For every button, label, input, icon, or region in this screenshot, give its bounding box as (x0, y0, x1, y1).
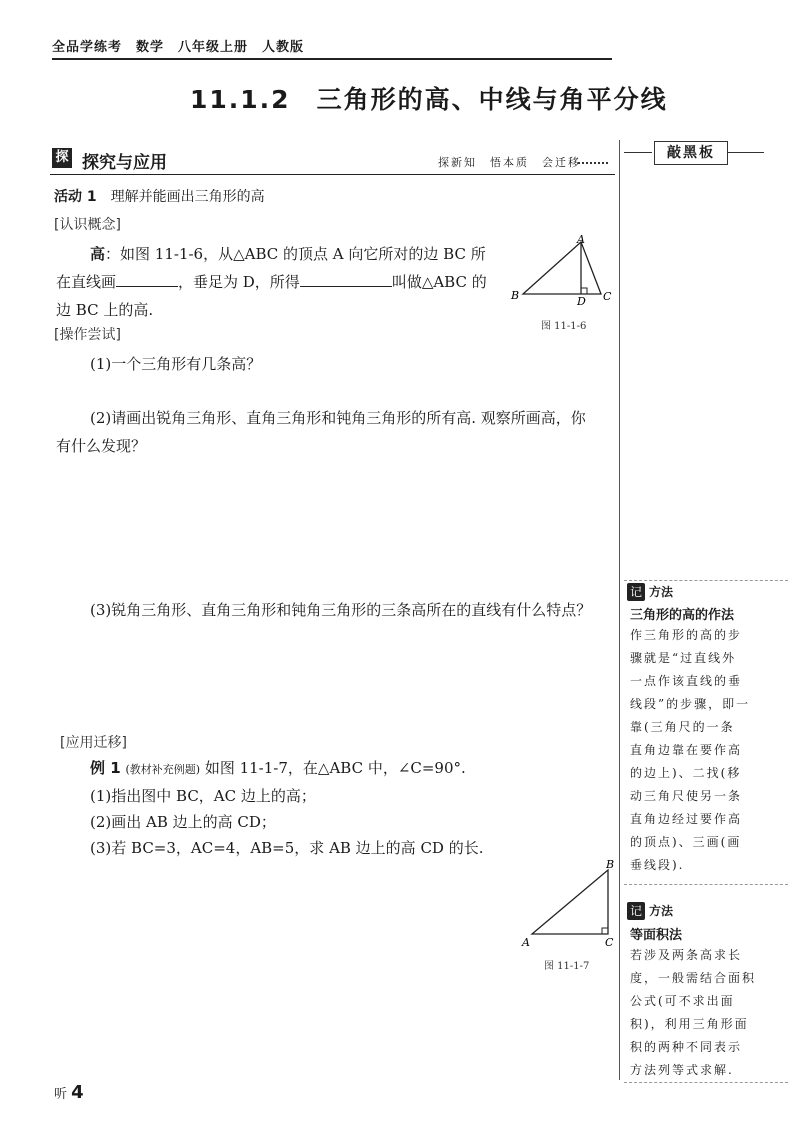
answer-blank-2[interactable] (300, 270, 392, 287)
apply-bracket: [应用迁移] (60, 735, 127, 751)
note-1-line: 直角边靠在要作高 (630, 743, 743, 757)
note-1-title: 三角形的高的作法 (630, 608, 735, 623)
note-1-kind: 方法 (649, 585, 674, 599)
board-label: 敲黑板 (654, 141, 728, 165)
concept-bracket: [认识概念] (54, 217, 121, 233)
right-triangle-abc (532, 870, 608, 934)
note-1-line: 垂线段). (630, 858, 685, 872)
page-prefix: 听 (54, 1087, 68, 1102)
note-1-line: 的边上)、二找(移 (630, 766, 742, 780)
note-2-line: 方法列等式求解. (630, 1063, 734, 1077)
header-divider (52, 58, 612, 60)
board-rule-left (624, 152, 652, 153)
column-divider (619, 140, 620, 1080)
note-1-line: 动三角尺使另一条 (630, 789, 743, 803)
right-angle-mark-c (602, 928, 608, 934)
section-header (50, 146, 615, 172)
book-header: 全品学练考 数学 八年级上册 人教版 (52, 40, 305, 55)
section-title: 探究与应用 (82, 153, 167, 173)
triangle-abc (523, 242, 601, 294)
note-2-title: 等面积法 (630, 928, 683, 943)
note-1-line: 作三角形的高的步 (630, 628, 743, 642)
note-icon: 记 (627, 902, 645, 920)
note-1-head (627, 581, 673, 601)
example-note: (教材补充例题) (125, 763, 201, 776)
note-1-line: 骤就是“过直线外 (630, 651, 737, 665)
concept-text-2a: 在直线画 (56, 273, 117, 291)
section-dots (578, 162, 608, 166)
fig2-label-c: C (605, 936, 614, 949)
concept-line-3: 边 BC 上的高. (56, 301, 154, 319)
note-1-line: 线段”的步骤，即一 (630, 697, 751, 711)
chapter-title (190, 80, 668, 116)
example-sub-2: (2)画出 AB 边上的高 CD； (90, 813, 276, 831)
note-2-line: 积)，利用三角形面 (630, 1017, 749, 1031)
concept-term: 高 (90, 245, 106, 263)
section-divider (50, 174, 615, 175)
note-2-line: 度，一般需结合面积 (630, 971, 757, 985)
note-2-line: 积的两种不同表示 (630, 1040, 743, 1054)
note-1-line: 直角边经过要作高 (630, 812, 743, 826)
concept-text-2b: ，垂足为 D，所得 (178, 273, 300, 291)
note-1-end-rule (624, 884, 788, 885)
note-1-body (630, 624, 782, 877)
answer-blank-1[interactable] (116, 270, 178, 287)
question-2-line-2: 有什么发现？ (56, 437, 147, 455)
activity-heading (54, 186, 265, 206)
page-number (54, 1082, 84, 1103)
fig1-label-b: B (511, 289, 520, 302)
activity-label: 活动 1 (54, 189, 97, 205)
note-icon: 记 (627, 583, 645, 601)
example-sub-1: (1)指出图中 BC，AC 边上的高； (90, 787, 316, 805)
chapter-name: 三角形的高、中线与角平分线 (316, 85, 668, 114)
activity-title: 理解并能画出三角形的高 (110, 189, 265, 205)
note-2-kind: 方法 (649, 904, 674, 918)
note-2-body (630, 944, 782, 1082)
figure-2-caption: 图 11-1-7 (544, 961, 590, 972)
question-1: (1)一个三角形有几条高？ (90, 355, 262, 373)
fig1-label-c: C (603, 290, 612, 303)
note-1-line: 的顶点)、三画(画 (630, 835, 742, 849)
figure-11-1-6 (505, 232, 617, 312)
example-sub-3: (3)若 BC=3，AC=4，AB=5，求 AB 边上的高 CD 的长. (90, 839, 484, 857)
page-value: 4 (71, 1082, 84, 1103)
right-angle-mark (581, 288, 587, 294)
note-2-line: 若涉及两条高求长 (630, 948, 743, 962)
fig2-label-a: A (522, 936, 530, 949)
note-2-head (627, 900, 673, 920)
fig1-label-a: A (577, 233, 585, 246)
try-bracket: [操作尝试] (54, 327, 121, 343)
concept-text-1: ：如图 11-1-6，从△ABC 的顶点 A 向它所对的边 BC 所 (105, 245, 486, 263)
concept-text-2c: 叫做△ABC 的 (391, 273, 487, 291)
note-1-line: 一点作该直线的垂 (630, 674, 743, 688)
section-tags: 探新知 悟本质 会迁移 (438, 156, 581, 169)
question-2-line-1: (2)请画出锐角三角形、直角三角形和钝角三角形的所有高. 观察所画高，你 (90, 409, 586, 427)
note-2-line: 公式(可不求出面 (630, 994, 735, 1008)
figure-11-1-7 (518, 856, 618, 950)
example-text: 如图 11-1-7，在△ABC 中，∠C=90°. (204, 759, 466, 777)
fig2-label-b: B (606, 858, 615, 871)
question-3: (3)锐角三角形、直角三角形和钝角三角形的三条高所在的直线有什么特点？ (90, 601, 592, 619)
fig1-label-d: D (577, 295, 586, 308)
figure-1-caption: 图 11-1-6 (541, 321, 587, 332)
board-rule-right (728, 152, 764, 153)
note-2-end-rule (624, 1082, 788, 1083)
chapter-number: 11.1.2 (190, 85, 291, 114)
explore-icon: 探 (52, 148, 72, 168)
example-label: 例 1 (90, 759, 121, 777)
note-1-line: 靠(三角尺的一条 (630, 720, 735, 734)
